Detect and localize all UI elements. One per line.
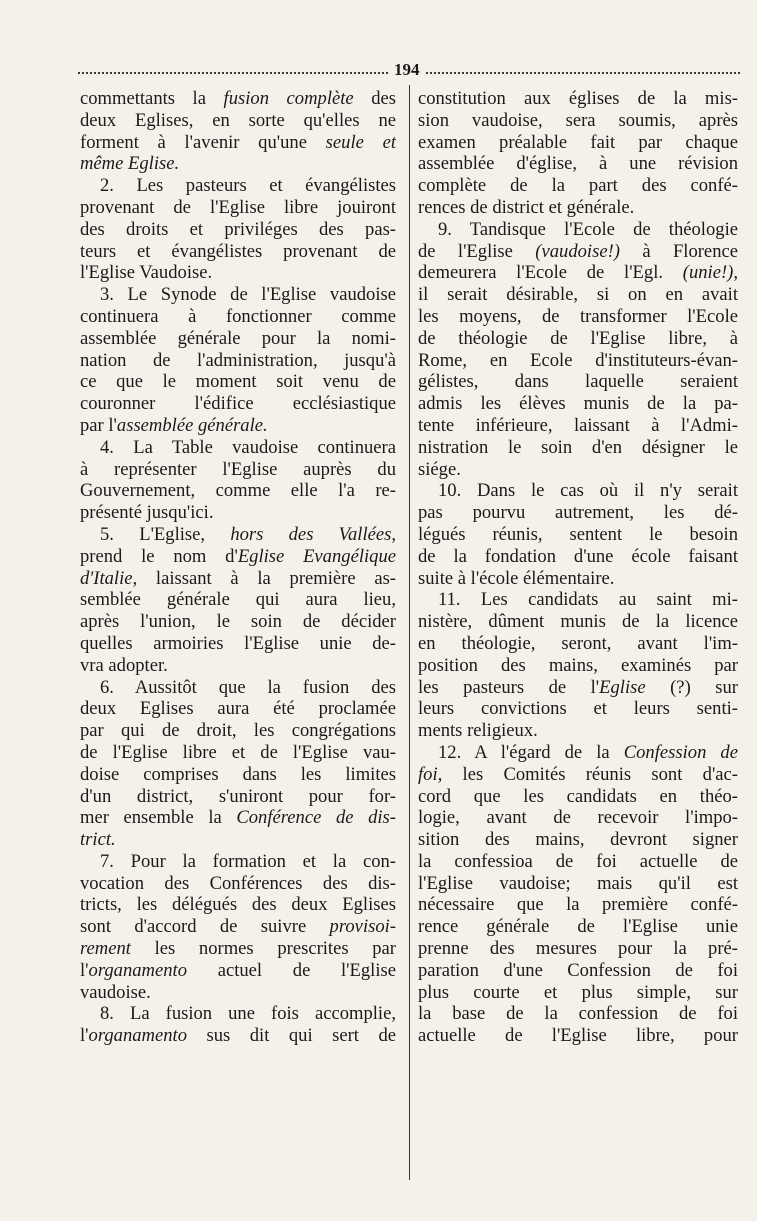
text-line [418, 807, 738, 829]
text-run: après l'union, le soin de décider [80, 611, 396, 633]
text-run: deux Eglises aura été proclamée [80, 698, 396, 720]
text-line [418, 241, 738, 263]
text-line [418, 284, 738, 306]
italic-run: trict. [80, 829, 116, 851]
text-line [80, 393, 396, 415]
text-run: des droits et priviléges des pas- [80, 218, 396, 240]
text-run: suite à l'école élémentaire. [418, 567, 615, 589]
text-line [80, 132, 396, 154]
text-line [80, 742, 396, 764]
text-line [418, 110, 738, 132]
text-run: position des mains, examinés par [418, 654, 738, 676]
text-run: légués réunis, sentent le besoin [418, 523, 738, 545]
text-line [418, 589, 738, 611]
text-run: 4. La Table vaudoise continuera [100, 436, 396, 458]
text-line [80, 807, 396, 829]
text-line [80, 153, 396, 175]
text-line [418, 851, 738, 873]
text-line [418, 916, 738, 938]
text-run: Rome, en Ecole d'instituteurs-évan- [418, 349, 738, 371]
text-line [418, 328, 738, 350]
text-run: de l'Eglise libre et de l'Eglise vau- [80, 741, 396, 763]
text-run: 11. Les candidats au saint mi- [438, 589, 738, 611]
text-run: forment à l'avenir qu'une [80, 131, 326, 153]
text-run: la confessioa de foi actuelle de [418, 850, 738, 872]
text-run: nécessaire que la première confé- [418, 894, 738, 916]
text-line [418, 524, 738, 546]
text-run: en théologie, seront, avant l'im- [418, 632, 738, 654]
text-line [418, 742, 738, 764]
text-run: actuel de l'Eglise [187, 959, 396, 981]
text-line [80, 568, 396, 590]
text-run: vaudoise. [80, 981, 151, 1003]
text-line [418, 829, 738, 851]
text-run: 5. L'Eglise, [100, 523, 231, 545]
text-run: pas pourvu autrement, les dé- [418, 502, 738, 524]
text-run: doise comprises dans les limites [80, 763, 396, 785]
text-line [80, 524, 396, 546]
text-run: nation de l'administration, jusqu'à [80, 349, 396, 371]
text-run: 9. Tandisque l'Ecole de théologie [438, 218, 738, 240]
text-line [418, 633, 738, 655]
text-line [418, 1025, 738, 1047]
text-line [418, 219, 738, 241]
text-run: vra adopter. [80, 654, 168, 676]
text-line [418, 306, 738, 328]
text-line [80, 655, 396, 677]
text-run: l' [80, 1025, 89, 1047]
text-line [80, 415, 396, 437]
text-run: (?) sur [645, 676, 738, 698]
text-line [418, 175, 738, 197]
italic-run: assemblée générale. [116, 414, 268, 436]
text-run: 2. Les pasteurs et évangélistes [100, 175, 396, 197]
text-run: plus courte et plus simple, sur [418, 981, 738, 1003]
text-run: ments religieux. [418, 720, 538, 742]
column-divider [409, 85, 410, 1180]
text-line [80, 1003, 396, 1025]
text-run: de l'Eglise [418, 240, 536, 262]
text-run: de théologie de l'Eglise libre, à [418, 327, 738, 349]
text-line [80, 786, 396, 808]
text-run: continuera à fonctionner comme [80, 305, 396, 327]
text-line [80, 175, 396, 197]
text-line [80, 589, 396, 611]
text-line [418, 502, 738, 524]
text-run: des [353, 88, 396, 109]
italic-run: (vaudoise!) [535, 240, 620, 262]
text-run: les moyens, de transformer l'Ecole [418, 305, 738, 327]
text-run: admis les élèves munis de la pa- [418, 393, 738, 415]
text-line [418, 393, 738, 415]
italic-run: fusion complète [223, 88, 354, 109]
text-line [418, 873, 738, 895]
text-run: de la fondation d'une école faisant [418, 545, 738, 567]
text-run: il serait désirable, si on en avait [418, 284, 738, 306]
text-run: mer ensemble la [80, 807, 237, 829]
text-line [418, 415, 738, 437]
text-run: sus dit qui sert de [187, 1025, 396, 1047]
text-run: quelles armoiries l'Eglise unie de- [80, 632, 396, 654]
text-run: sition des mains, devront signer [418, 829, 738, 851]
text-run: ce que le moment soit venu de [80, 371, 396, 393]
text-line [418, 894, 738, 916]
text-run: teurs et évangélistes provenant de [80, 240, 396, 262]
italic-run: foi, [418, 763, 443, 785]
text-run: vocation des Conférences des dis- [80, 872, 396, 894]
text-run: sion vaudoise, sera soumis, après [418, 109, 738, 131]
text-line [80, 916, 396, 938]
text-line [418, 132, 738, 154]
italic-run: même Eglise. [80, 153, 180, 175]
text-line [418, 960, 738, 982]
text-line [80, 262, 396, 284]
text-run: à Florence [619, 240, 738, 262]
text-line [80, 1025, 396, 1047]
text-run: sont d'accord de suivre [80, 916, 330, 938]
text-run: leurs convictions et leurs senti- [418, 698, 738, 720]
text-line [418, 764, 738, 786]
text-line [80, 982, 396, 1004]
text-run: l'Eglise Vaudoise. [80, 262, 213, 284]
italic-run: organamento [88, 959, 188, 981]
text-line [80, 720, 396, 742]
text-line [80, 219, 396, 241]
text-line [80, 371, 396, 393]
text-line [80, 611, 396, 633]
text-run: complète de la part des confé- [418, 175, 738, 197]
text-run: commettants la [80, 88, 224, 109]
text-run: demeurera l'Ecole de l'Egl. [418, 262, 683, 284]
text-line [80, 851, 396, 873]
text-run: 3. Le Synode de l'Eglise vaudoise [100, 284, 396, 306]
text-line [418, 938, 738, 960]
text-run: paration d'une Confession de foi [418, 959, 738, 981]
text-line [418, 459, 738, 481]
text-run: les normes prescrites par [130, 938, 396, 960]
text-line [418, 437, 738, 459]
text-run: 7. Pour la formation et la con- [100, 850, 396, 872]
text-line [418, 350, 738, 372]
text-run: d'un district, s'uniront pour for- [80, 785, 396, 807]
italic-run: provisoi- [329, 916, 396, 938]
page-header [78, 60, 740, 80]
text-line [418, 480, 738, 502]
italic-run: d'Italie, [80, 567, 138, 589]
text-run: prenne des mesures pour la pré- [418, 938, 738, 960]
text-line [80, 677, 396, 699]
text-line [80, 546, 396, 568]
text-line [418, 611, 738, 633]
text-line [418, 1003, 738, 1025]
text-line [80, 328, 396, 350]
left-column [80, 88, 396, 1047]
italic-run: organamento [88, 1025, 188, 1047]
text-line [418, 568, 738, 590]
text-run: rence générale de l'Eglise unie [418, 916, 738, 938]
text-line [418, 677, 738, 699]
text-run: l'Eglise vaudoise; mais qu'il est [418, 872, 738, 894]
text-run: nistration le soin d'en désigner le [418, 436, 738, 458]
text-run: présenté jusqu'ici. [80, 502, 214, 524]
text-run: Gouvernement, comme elle l'a re- [80, 480, 396, 502]
italic-run: rement [80, 938, 131, 960]
italic-run: seule et [325, 131, 396, 153]
text-run: assemblée d'église, à une révision [418, 153, 738, 175]
text-line [80, 284, 396, 306]
text-run: logie, avant de recevoir l'impo- [418, 807, 738, 829]
text-run: la base de la confession de foi [418, 1003, 738, 1025]
text-line [418, 655, 738, 677]
text-run: 8. La fusion une fois accomplie, [100, 1003, 396, 1025]
text-run: provenant de l'Eglise libre jouiront [80, 196, 396, 218]
text-run: rences de district et générale. [418, 196, 635, 218]
text-line [80, 110, 396, 132]
text-line [80, 633, 396, 655]
text-line [80, 764, 396, 786]
text-run: actuelle de l'Eglise libre, pour [418, 1025, 738, 1047]
italic-run: Conférence de dis- [236, 807, 396, 829]
text-run: gélistes, dans laquelle seraient [418, 371, 738, 393]
text-line [418, 262, 738, 284]
text-line [418, 88, 738, 110]
text-line [80, 197, 396, 219]
text-line [418, 698, 738, 720]
text-run: à représenter l'Eglise auprès du [80, 458, 396, 480]
text-run: semblée générale qui aura lieu, [80, 589, 396, 611]
text-line [80, 873, 396, 895]
italic-run: hors des Vallées, [230, 523, 396, 545]
italic-run: Eglise Evangélique [237, 545, 396, 567]
text-run: 10. Dans le cas où il n'y serait [438, 480, 738, 502]
text-run: nistère, dûment munis de la licence [418, 611, 738, 633]
text-line [418, 371, 738, 393]
text-line [80, 938, 396, 960]
text-run: prend le nom d' [80, 545, 238, 567]
text-run: assemblée générale pour la nomi- [80, 327, 396, 349]
text-run: tricts, les délégués des deux Eglises [80, 894, 396, 916]
text-line [80, 350, 396, 372]
text-run: constitution aux églises de la mis- [418, 88, 738, 109]
italic-run: Eglise [599, 676, 646, 698]
text-line [80, 960, 396, 982]
text-line [418, 153, 738, 175]
text-run: par qui de droit, les congrégations [80, 720, 396, 742]
text-line [418, 546, 738, 568]
text-line [80, 88, 396, 110]
text-run: deux Eglises, en sorte qu'elles ne [80, 109, 396, 131]
text-line [80, 502, 396, 524]
text-run: les Comités réunis sont d'ac- [442, 763, 738, 785]
text-line [418, 197, 738, 219]
text-run: par l' [80, 414, 117, 436]
italic-run: Confession de [623, 741, 738, 763]
text-run: l' [80, 959, 89, 981]
right-column [418, 88, 738, 1047]
text-run: couronner l'édifice ecclésiastique [80, 393, 396, 415]
text-line [80, 829, 396, 851]
text-line [80, 480, 396, 502]
italic-run: (unie!), [682, 262, 738, 284]
text-line [80, 306, 396, 328]
text-run: laissant à la première as- [137, 567, 396, 589]
text-run: 12. A l'égard de la [438, 741, 624, 763]
text-line [418, 982, 738, 1004]
text-line [80, 459, 396, 481]
text-line [418, 720, 738, 742]
text-line [418, 786, 738, 808]
text-run: tente inférieure, laissant à l'Admi- [418, 414, 738, 436]
text-run: siége. [418, 458, 461, 480]
page-number: 194 [390, 60, 424, 80]
text-line [80, 894, 396, 916]
text-line [80, 241, 396, 263]
text-run: examen préalable fait par chaque [418, 131, 738, 153]
text-line [80, 437, 396, 459]
text-run: cord que les candidats en théo- [418, 785, 738, 807]
text-run: les pasteurs de l' [418, 676, 600, 698]
text-run: 6. Aussitôt que la fusion des [100, 676, 396, 698]
text-line [80, 698, 396, 720]
